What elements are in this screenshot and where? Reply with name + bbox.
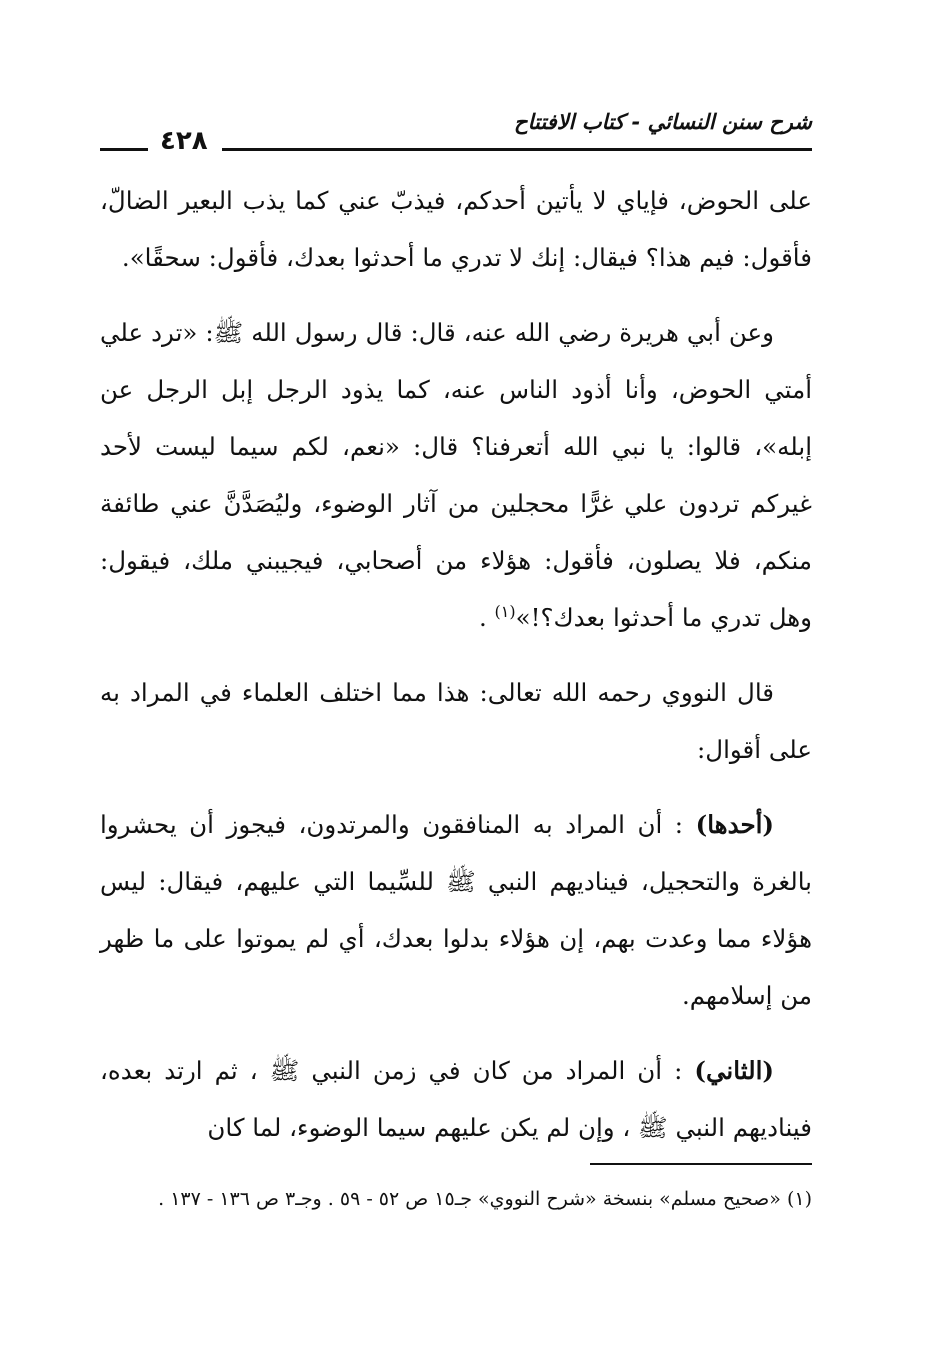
- paragraph-1: [100, 172, 812, 286]
- paragraph-4: [100, 796, 812, 1024]
- paragraph-5-text: : أن المراد من كان في زمن النبي ﷺ ، ثم ارتد بعده، فيناديهم النبي ﷺ ، وإن لم يكن عليهم سيما الوضوء، لما كان: [100, 1056, 812, 1142]
- footnote-reference[interactable]: (١): [494, 601, 516, 621]
- footnote: (١) «صحيح مسلم» بنسخة «شرح النووي» جـ١٥ ص ٥٢ - ٥٩ . وجـ٣ ص ١٣٦ - ١٣٧ .: [158, 1188, 812, 1210]
- paragraph-1-text: على الحوض، فإياي لا يأتين أحدكم، فيذبّ عني كما يذب البعير الضالّ، فأقول: فيم هذا؟ فيقال: إنك لا تدري ما أحدثوا بعدك، فأقول: سحقًا».: [100, 186, 812, 272]
- body-text: [100, 172, 812, 1156]
- page-number-rule: [100, 148, 148, 151]
- paragraph-4-term: (أحدها): [695, 810, 775, 839]
- paragraph-5: [100, 1042, 812, 1156]
- paragraph-2-tail: .: [478, 603, 495, 632]
- paragraph-3: [100, 664, 812, 778]
- paragraph-2: [100, 304, 812, 646]
- paragraph-4-text: : أن المراد به المنافقون والمرتدون، فيجوز أن يحشروا بالغرة والتحجيل، فيناديهم النبي ﷺ للسِّيما التي عليهم، فيقال: ليس هؤلاء مما وعدت بهم، إن هؤلاء بدلوا بعدك، أي لم يموتوا على ما ظهر من إسلامهم.: [100, 810, 812, 1010]
- header-rule: [222, 148, 812, 151]
- paragraph-5-term: (الثاني): [694, 1056, 774, 1085]
- running-title: شرح سنن النسائي - كتاب الافتتاح: [514, 110, 812, 134]
- footnote-rule: [590, 1163, 812, 1165]
- paragraph-2-text: وعن أبي هريرة رضي الله عنه، قال: قال رسول الله ﷺ: «ترد علي أمتي الحوض، وأنا أذود الناس عنه، كما يذود الرجل إبل الرجل عن إبله»، قالوا: يا نبي الله أتعرفنا؟ قال: «نعم، لكم سيما ليست لأحد غيركم تردون علي غرًّا محجلين من آثار الوضوء، وليُصَدَّنَّ عني طائفة منكم، فلا يصلون، فأقول: هؤلاء من أصحابي، فيجيبني ملك، فيقول: وهل تدري ما أحدثوا بعدك؟!»: [100, 318, 812, 632]
- page-number: ٤٢٨: [160, 126, 208, 156]
- page-header: [100, 108, 812, 158]
- paragraph-3-text: قال النووي رحمه الله تعالى: هذا مما اختلف العلماء في المراد به على أقوال:: [100, 678, 812, 764]
